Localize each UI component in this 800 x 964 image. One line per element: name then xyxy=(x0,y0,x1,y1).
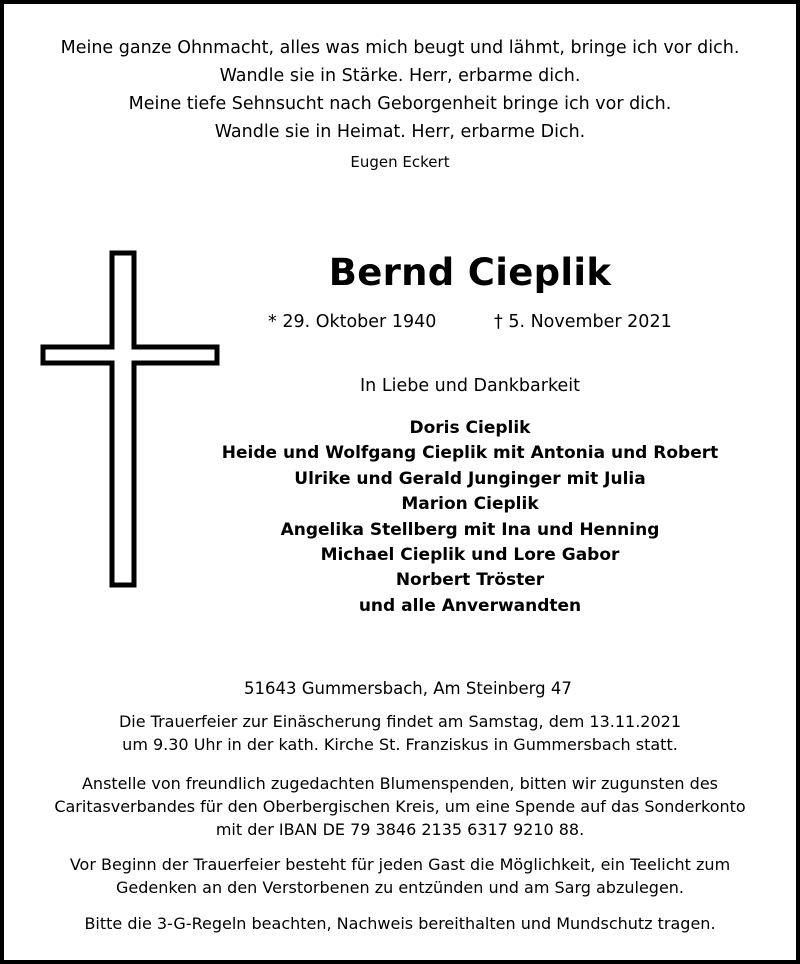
poem-author: Eugen Eckert xyxy=(350,153,450,171)
birth-date: * 29. Oktober 1940 xyxy=(268,312,437,332)
family-address: 51643 Gummersbach, Am Steinberg 47 xyxy=(244,679,572,698)
mourner-name: Doris Cieplik xyxy=(409,418,531,438)
mourner-name: Marion Cieplik xyxy=(401,494,539,515)
poem-line: Wandle sie in Heimat. Herr, erbarme Dich. xyxy=(214,122,586,142)
poem-line: Meine tiefe Sehnsucht nach Geborgenheit bringe ich vor dich. xyxy=(128,94,672,114)
covid-rules-line: Bitte die 3-G-Regeln beachten, Nachweis bereithalten und Mundschutz tragen. xyxy=(84,914,716,933)
poem xyxy=(0,34,800,146)
mourner-name: Michael Cieplik und Lore Gabor xyxy=(320,545,620,566)
candle-line: Vor Beginn der Trauerfeier besteht für jeden Gast die Möglichkeit, ein Teelicht zum xyxy=(69,855,731,874)
donation-notice xyxy=(0,772,800,841)
death-date: † 5. November 2021 xyxy=(494,312,672,332)
poem-line: Wandle sie in Stärke. Herr, erbarme dich. xyxy=(219,66,581,86)
dedication: In Liebe und Dankbarkeit xyxy=(360,376,580,396)
ceremony-line: um 9.30 Uhr in der kath. Kirche St. Franziskus in Gummersbach statt. xyxy=(122,735,678,754)
deceased-name: Bernd Cieplik xyxy=(328,251,612,294)
ceremony-notice xyxy=(0,710,800,756)
mourner-name: Norbert Tröster xyxy=(395,570,545,591)
ceremony-line: Die Trauerfeier zur Einäscherung findet am Samstag, dem 13.11.2021 xyxy=(118,712,682,731)
mourner-name: Angelika Stellberg mit Ina und Henning xyxy=(280,519,660,540)
mourner-name: Ulrike und Gerald Junginger mit Julia xyxy=(294,468,646,489)
mourners-list xyxy=(0,416,800,619)
poem-line: Meine ganze Ohnmacht, alles was mich beugt und lähmt, bringe ich vor dich. xyxy=(60,38,740,58)
donation-line: Anstelle von freundlich zugedachten Blumenspenden, bitten wir zugunsten des xyxy=(81,774,718,793)
candle-notice xyxy=(0,853,800,899)
donation-line: mit der IBAN DE 79 3846 2135 6317 9210 88. xyxy=(215,820,585,839)
covid-rules-notice xyxy=(0,912,800,935)
mourner-name: und alle Anverwandten xyxy=(358,595,582,616)
donation-line: Caritasverbandes für den Oberbergischen Kreis, um eine Spende auf das Sonderkonto xyxy=(54,797,746,816)
mourner-name: Heide und Wolfgang Cieplik mit Antonia und Robert xyxy=(221,443,719,464)
candle-line: Gedenken an den Verstorbenen zu entzünden und am Sarg abzulegen. xyxy=(115,878,685,897)
